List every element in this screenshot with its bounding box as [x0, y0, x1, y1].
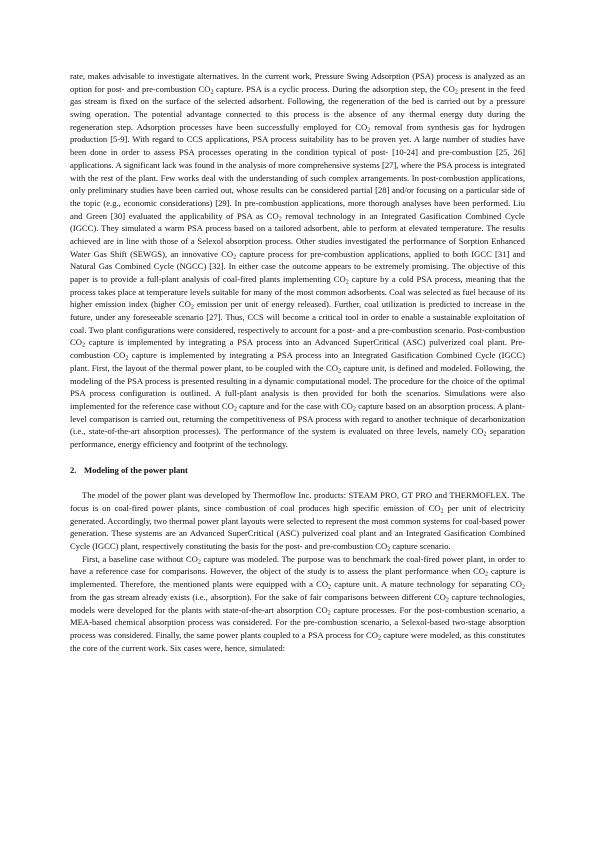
subscript: 2 — [190, 304, 194, 311]
subscript: 2 — [233, 254, 237, 261]
subscript: 2 — [125, 355, 129, 362]
subscript: 2 — [440, 508, 444, 515]
subscript: 2 — [81, 342, 85, 349]
subscript: 2 — [210, 89, 214, 96]
subscript: 2 — [483, 431, 487, 438]
subscript: 2 — [233, 406, 237, 413]
subscript: 2 — [278, 216, 282, 223]
subscript: 2 — [337, 368, 341, 375]
subscript: 2 — [522, 584, 525, 591]
subscript: 2 — [352, 406, 356, 413]
subscript: 2 — [345, 279, 349, 286]
subscript: 2 — [367, 127, 371, 134]
subscript: 2 — [485, 571, 489, 578]
subscript: 2 — [387, 546, 391, 553]
section-heading — [70, 464, 525, 477]
subscript: 2 — [328, 584, 332, 591]
subscript: 2 — [445, 597, 449, 604]
intro-paragraph: rate, makes advisable to investigate alternatives. In the current work, Pressure Swing Adsorption (PSA) process is analyzed as an option for post- and pre-combustion $CO_2$ capture. PSA is a cyclic process. During the adsorption step, the $CO_2$ present in the feed gas stream is fixed on the surface of the selected adsorbent. Following, the regeneration of the bed is carried out by a pressure swing operation. The potential advantage connected to this process is the absence of any thermal energy duty during the regeneration step. Adsorption processes have been successfully employed for $CO_2$ removal from synthesis gas for hydrogen production [5-9]. With regard to CCS applications, PSA process suitability has to be proven yet. A large number of studies have been done in order to assess PSA processes operating in the condition typical of post- [10-24] and pre-combustion [25, 26] applications. A significant lack was found in the analysis of more comprehensive systems [27], where the PSA process is integrated with the rest of the plant. Few works deal with the understanding of such complex arrangements. In post-combustion applications, only preliminary studies have been carried out, whose results can be considered partial [28] and/or focusing on a particular side of the topic (e.g., economic considerations) [29]. In pre-combustion applications, more thorough analyses have been performed. Liu and Green [30] evaluated the applicability of PSA as $CO_2$ removal technology in an Integrated Gasification Combined Cycle (IGCC). They simulated a warm PSA process based on a tailored adsorbent, able to perform at elevated temperature. The results achieved are in line with those of a Selexol absorption process. Other studies investigated the performance of Sorption Enhanced Water Gas Shift (SEWGS), an innovative $CO_2$ capture process for pre-combustion applications, applied to both IGCC [31] and Natural Gas Combined Cycle (NGCC) [32]. In either case the outcome appears to be extremely promising. The objective of this paper is to provide a full-plant analysis of coal-fired plants implementing $CO_2$ capture by a cold PSA process, meaning that the process takes place at temperature levels suitable for many of the most common adsorbents. Coal was selected as fuel because of its higher emission index (higher $CO_2$ emission per unit of energy released). Further, coal utilization is predicted to increase in the future, under any foreseeable scenario [27]. Thus, CCS will become a critical tool in order to enable a sustainable exploitation of coal. Two plant configurations were considered, respectively to account for a post- and a pre-combustion scenario. Post-combustion $CO_2$ capture is implemented by integrating a PSA process into an Advanced SuperCritical (ASC) pulverized coal plant. Pre-combustion $CO_2$ capture is implemented by integrating a PSA process into an Integrated Gasification Combined Cycle (IGCC) plant. First, the layout of the thermal power plant, to be coupled with the $CO_2$ capture unit, is defined and modeled. Following, the modeling of the PSA process is presented resulting in a dynamic computational model. The procedure for the choice of the optimal PSA process configuration is outlined. A full-plant analysis is then provided for both the scenarios. Simulations were also implemented for the reference case without $CO_2$ capture and for the case with $CO_2$ capture based on an absorption process. A plant-level comparison is carried out, returning the competitiveness of PSA process with regard to another technique of decarbonization (i.e., state-of-the-art absorption processes). The performance of the system is evaluated on three levels, namely $CO_2$ separation performance, energy efficiency and footprint of the technology. — [70, 71, 526, 449]
power-plant-paragraph-2: First, a baseline case without $CO_2$ capture was modeled. The purpose was to benchmark the coal-fired power plant, in order to have a reference case for comparisons. However, the object of the study is to assess the plant performance when $CO_2$ capture is implemented. Therefore, the mentioned plants were equipped with a $CO_2$ capture unit. A mature technology for separating $CO_2$ from the gas stream already exists (i.e., absorption). For the sake of fair comparisons between different $CO_2$ capture technologies, models were developed for the plants with state-of-the-art absorption $CO_2$ capture processes. For the post-combustion scenario, a MEA-based chemical absorption process was considered. For the pre-combustion scenario, a Selexol-based two-stage absorption process was considered. Finally, the same power plants coupled to a PSA process for $CO_2$ capture were modeled, as this constitutes the core of the current work. Six cases were, hence, simulated: — [70, 553, 525, 653]
section-number: 2. — [70, 464, 77, 475]
subscript: 2 — [327, 610, 331, 616]
paper-page — [70, 70, 525, 654]
section-title: Modeling of the power plant — [84, 464, 188, 475]
subscript: 2 — [197, 559, 201, 566]
subscript: 2 — [454, 89, 458, 96]
power-plant-paragraph-1: The model of the power plant was developed by Thermoflow Inc. products: STEAM PRO, GT PRO and THERMOFLEX. The focus is on coal-fired power plants, since combustion of coal produces high specific emission of $CO_2$ per unit of electricity generated. Accordingly, two thermal power plant layouts were selected to represent the most common systems for coal-based power generation. These systems are an Advanced SuperCritical (ASC) pulverized coal plant and an Integrated Gasification Combined Cycle (IGCC) plant, respectively constituting the basis for the post- and pre-combustion $CO_2$ capture scenario. — [70, 490, 526, 553]
subscript: 2 — [377, 635, 381, 642]
